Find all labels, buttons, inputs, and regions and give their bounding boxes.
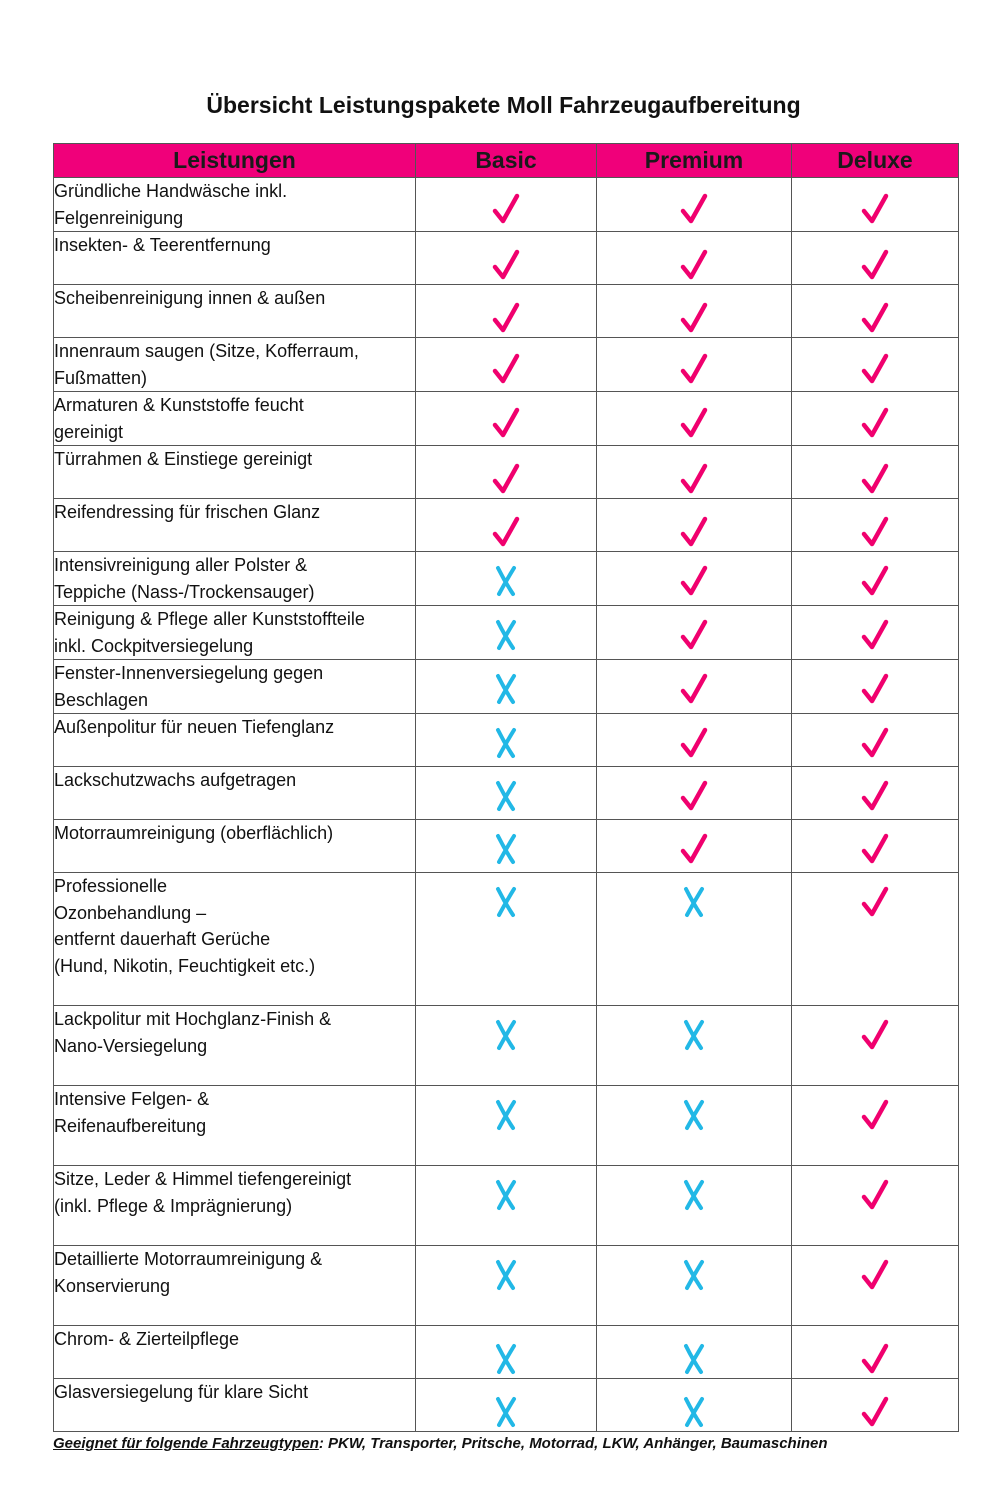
package-table [53, 143, 959, 1432]
mark-cell-deluxe [792, 446, 959, 499]
mark-cell-basic [416, 1166, 597, 1246]
table-row [54, 873, 959, 1006]
service-label: Professionelle Ozonbehandlung – entfernt dauerhaft Gerüche (Hund, Nikotin, Feuchtigkeit etc.) [54, 873, 416, 1006]
service-label: Intensive Felgen- & Reifenaufbereitung [54, 1086, 416, 1166]
check-icon [860, 1018, 890, 1052]
mark-cell-premium [597, 660, 792, 714]
mark-cell-basic [416, 1006, 597, 1086]
footer-note [53, 1435, 958, 1452]
mark-cell-deluxe [792, 1379, 959, 1432]
table-row [54, 499, 959, 552]
check-icon [860, 462, 890, 496]
cross-icon [491, 779, 521, 813]
check-icon [860, 672, 890, 706]
check-icon [860, 301, 890, 335]
table-row [54, 285, 959, 338]
cross-icon [491, 1258, 521, 1292]
footer-text: : PKW, Transporter, Pritsche, Motorrad, LKW, Anhänger, Baumaschinen [318, 1435, 828, 1452]
header-basic: Basic [416, 144, 597, 178]
cross-icon [491, 1342, 521, 1376]
table-row [54, 714, 959, 767]
mark-cell-deluxe [792, 1326, 959, 1379]
check-icon [860, 248, 890, 282]
mark-cell-deluxe [792, 178, 959, 232]
check-icon [860, 192, 890, 226]
check-icon [679, 301, 709, 335]
check-icon [679, 248, 709, 282]
check-icon [491, 248, 521, 282]
mark-cell-basic [416, 873, 597, 1006]
cross-icon [491, 1395, 521, 1429]
service-label: Insekten- & Teerentfernung [54, 232, 416, 285]
mark-cell-deluxe [792, 392, 959, 446]
table-row [54, 446, 959, 499]
cross-icon [491, 1018, 521, 1052]
mark-cell-deluxe [792, 338, 959, 392]
check-icon [860, 1098, 890, 1132]
table-row [54, 232, 959, 285]
table-row [54, 767, 959, 820]
mark-cell-deluxe [792, 873, 959, 1006]
service-label: Motorraumreinigung (oberflächlich) [54, 820, 416, 873]
mark-cell-premium [597, 606, 792, 660]
check-icon [491, 515, 521, 549]
page-title: Übersicht Leistungspakete Moll Fahrzeugaufbereitung [206, 92, 801, 118]
check-icon [860, 618, 890, 652]
header-premium: Premium [597, 144, 792, 178]
check-icon [491, 352, 521, 386]
table-row [54, 178, 959, 232]
service-label: Intensivreinigung aller Polster & Teppiche (Nass-/Trockensauger) [54, 552, 416, 606]
mark-cell-deluxe [792, 1006, 959, 1086]
mark-cell-basic [416, 392, 597, 446]
mark-cell-premium [597, 1166, 792, 1246]
footer-label: Geeignet für folgende Fahrzeugtypen [53, 1435, 319, 1452]
mark-cell-deluxe [792, 714, 959, 767]
cross-icon [679, 1342, 709, 1376]
mark-cell-basic [416, 1379, 597, 1432]
mark-cell-basic [416, 606, 597, 660]
mark-cell-basic [416, 767, 597, 820]
check-icon [491, 462, 521, 496]
check-icon [679, 192, 709, 226]
service-label: Fenster-Innenversiegelung gegen Beschlagen [54, 660, 416, 714]
check-icon [860, 1395, 890, 1429]
mark-cell-deluxe [792, 232, 959, 285]
service-label: Reifendressing für frischen Glanz [54, 499, 416, 552]
mark-cell-deluxe [792, 1166, 959, 1246]
check-icon [860, 564, 890, 598]
table-row [54, 552, 959, 606]
mark-cell-basic [416, 1246, 597, 1326]
mark-cell-premium [597, 767, 792, 820]
table-row [54, 606, 959, 660]
mark-cell-premium [597, 1086, 792, 1166]
mark-cell-premium [597, 392, 792, 446]
mark-cell-deluxe [792, 285, 959, 338]
table-row [54, 1086, 959, 1166]
mark-cell-deluxe [792, 499, 959, 552]
mark-cell-premium [597, 714, 792, 767]
check-icon [679, 726, 709, 760]
check-icon [860, 726, 890, 760]
mark-cell-deluxe [792, 820, 959, 873]
cross-icon [491, 564, 521, 598]
mark-cell-premium [597, 338, 792, 392]
check-icon [679, 352, 709, 386]
service-label: Glasversiegelung für klare Sicht [54, 1379, 416, 1432]
mark-cell-basic [416, 660, 597, 714]
service-label: Lackschutzwachs aufgetragen [54, 767, 416, 820]
mark-cell-basic [416, 178, 597, 232]
mark-cell-premium [597, 232, 792, 285]
service-label: Innenraum saugen (Sitze, Kofferraum, Fußmatten) [54, 338, 416, 392]
mark-cell-premium [597, 552, 792, 606]
check-icon [491, 406, 521, 440]
service-label: Detaillierte Motorraumreinigung & Konservierung [54, 1246, 416, 1326]
mark-cell-basic [416, 499, 597, 552]
table-row [54, 1006, 959, 1086]
mark-cell-premium [597, 1246, 792, 1326]
cross-icon [679, 1178, 709, 1212]
mark-cell-deluxe [792, 1246, 959, 1326]
header-deluxe: Deluxe [792, 144, 959, 178]
service-label: Sitze, Leder & Himmel tiefengereinigt (inkl. Pflege & Imprägnierung) [54, 1166, 416, 1246]
cross-icon [491, 1098, 521, 1132]
check-icon [860, 1178, 890, 1212]
cross-icon [491, 618, 521, 652]
service-label: Gründliche Handwäsche inkl. Felgenreinigung [54, 178, 416, 232]
mark-cell-basic [416, 285, 597, 338]
cross-icon [491, 832, 521, 866]
cross-icon [679, 1395, 709, 1429]
check-icon [860, 1342, 890, 1376]
mark-cell-deluxe [792, 606, 959, 660]
check-icon [860, 352, 890, 386]
mark-cell-deluxe [792, 1086, 959, 1166]
table-row [54, 1379, 959, 1432]
service-label: Lackpolitur mit Hochglanz-Finish & Nano-Versiegelung [54, 1006, 416, 1086]
mark-cell-deluxe [792, 660, 959, 714]
service-label: Scheibenreinigung innen & außen [54, 285, 416, 338]
check-icon [860, 406, 890, 440]
check-icon [491, 192, 521, 226]
check-icon [860, 779, 890, 813]
check-icon [679, 462, 709, 496]
table-row [54, 660, 959, 714]
cross-icon [491, 672, 521, 706]
mark-cell-premium [597, 1326, 792, 1379]
mark-cell-basic [416, 232, 597, 285]
mark-cell-basic [416, 338, 597, 392]
table-header-row [54, 144, 959, 178]
check-icon [679, 515, 709, 549]
mark-cell-basic [416, 1326, 597, 1379]
check-icon [860, 885, 890, 919]
mark-cell-premium [597, 446, 792, 499]
cross-icon [679, 1098, 709, 1132]
mark-cell-premium [597, 178, 792, 232]
cross-icon [679, 1018, 709, 1052]
table-body [54, 178, 959, 1432]
mark-cell-premium [597, 499, 792, 552]
mark-cell-premium [597, 1006, 792, 1086]
check-icon [860, 515, 890, 549]
check-icon [679, 564, 709, 598]
mark-cell-basic [416, 446, 597, 499]
mark-cell-deluxe [792, 767, 959, 820]
table-row [54, 1246, 959, 1326]
cross-icon [491, 885, 521, 919]
table-row [54, 392, 959, 446]
service-label: Reinigung & Pflege aller Kunststoffteile inkl. Cockpitversiegelung [54, 606, 416, 660]
service-label: Türrahmen & Einstiege gereinigt [54, 446, 416, 499]
table-row [54, 1326, 959, 1379]
mark-cell-premium [597, 1379, 792, 1432]
cross-icon [491, 1178, 521, 1212]
mark-cell-basic [416, 1086, 597, 1166]
check-icon [491, 301, 521, 335]
header-leistungen: Leistungen [54, 144, 416, 178]
table-row [54, 1166, 959, 1246]
mark-cell-premium [597, 820, 792, 873]
check-icon [679, 618, 709, 652]
service-label: Armaturen & Kunststoffe feucht gereinigt [54, 392, 416, 446]
cross-icon [491, 726, 521, 760]
check-icon [860, 832, 890, 866]
mark-cell-premium [597, 873, 792, 1006]
check-icon [679, 672, 709, 706]
table-row [54, 820, 959, 873]
mark-cell-basic [416, 714, 597, 767]
check-icon [679, 779, 709, 813]
service-label: Chrom- & Zierteilpflege [54, 1326, 416, 1379]
service-label: Außenpolitur für neuen Tiefenglanz [54, 714, 416, 767]
check-icon [679, 832, 709, 866]
table-row [54, 338, 959, 392]
cross-icon [679, 885, 709, 919]
mark-cell-basic [416, 820, 597, 873]
mark-cell-deluxe [792, 552, 959, 606]
check-icon [860, 1258, 890, 1292]
check-icon [679, 406, 709, 440]
mark-cell-premium [597, 285, 792, 338]
mark-cell-basic [416, 552, 597, 606]
cross-icon [679, 1258, 709, 1292]
